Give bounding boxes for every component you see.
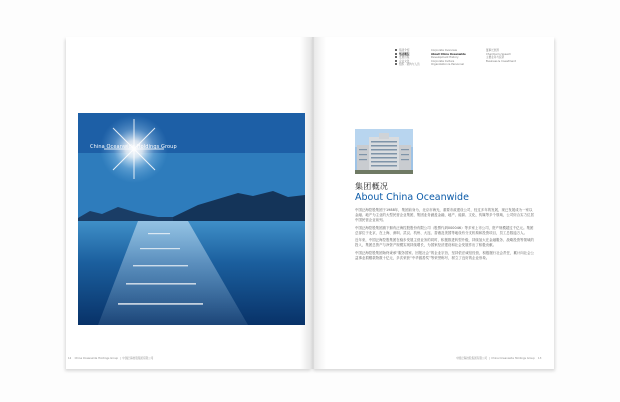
nav-item[interactable]: 集团介绍 bbox=[395, 49, 420, 53]
nav-item[interactable]: Corporate Culture bbox=[431, 59, 455, 63]
nav-item[interactable]: Organization & Personnel bbox=[431, 63, 464, 67]
left-footer-zh: 中国泛海控股集团有限公司 bbox=[122, 357, 154, 360]
right-page bbox=[312, 37, 554, 369]
nav-item[interactable]: 企业文化 bbox=[395, 60, 420, 64]
nav-column-3 bbox=[486, 49, 516, 63]
nav-item[interactable]: Development History bbox=[431, 56, 459, 60]
paragraph: 中国泛海控股集团于1988年，集团前身为，北京市海光，重要市政建设公司，经过多年的发展，现已发展成为一家以金融、地产为主业的大型民营企业集团，集团业务涵盖金融、地产、能源、文化、传媒等多个领域，公司综合实力位居中国民营企业前列。 bbox=[355, 208, 534, 222]
nav-item-active[interactable]: 集团概况 bbox=[395, 53, 420, 57]
headquarters-photo bbox=[355, 129, 413, 174]
paragraph: 中国泛海控股集团旗下拥有泛海控股股份有限公司（股票代码000046）等多家上市公司，资产规模超过千亿元。集团总部位于北京，在上海、深圳、武汉、杭州、大连、香港及美国等地设有分支机构和投资项目，员工总数逾万人。 bbox=[355, 225, 534, 235]
paragraph: 近年来，中国泛海控股集团在稳步发展主营业务的同时，积极推进转型升级，持续加大在金融服务、战略投资等领域的投入，集团总资产与净资产规模实现持续增长，为国家经济建设和社会发展作出了积极贡献。 bbox=[355, 238, 534, 247]
left-footer-en: China Oceanwide Holdings Group bbox=[74, 357, 119, 360]
section-title-en: About China Oceanwide bbox=[355, 192, 469, 203]
nav-item[interactable]: Business & Investment bbox=[486, 59, 516, 63]
building-icon bbox=[355, 129, 413, 174]
nav-column-2 bbox=[431, 49, 466, 67]
left-footer: 12 China Oceanwide Holdings Group | 中国泛海控股集团有限公司 bbox=[68, 357, 154, 360]
nav-item[interactable]: 董事长致辞 bbox=[486, 49, 499, 52]
body-text bbox=[355, 208, 535, 263]
nav-item[interactable]: 发展历程 bbox=[395, 56, 420, 60]
photo-caption: China Oceanwide Holdings Group bbox=[90, 144, 177, 150]
nav-item[interactable]: Corporate Overview bbox=[431, 49, 458, 52]
left-footer-page: 12 bbox=[68, 357, 72, 360]
nav-item[interactable]: Chairman's Speech bbox=[486, 52, 511, 56]
right-footer-page: 13 bbox=[538, 357, 542, 360]
right-footer: 中国泛海控股集团有限公司 | China Oceanwide Holdings Group 13 bbox=[456, 357, 542, 360]
section-title-zh: 集团概况 bbox=[355, 182, 389, 191]
right-footer-zh: 中国泛海控股集团有限公司 bbox=[456, 357, 488, 360]
nav-item[interactable]: 组织 · 架构与人员 bbox=[395, 63, 420, 67]
nav-item[interactable]: 主要业务与投资 bbox=[486, 56, 505, 60]
nav-column-1 bbox=[395, 49, 420, 67]
paragraph: 中国泛海控股集团始终秉承“服务国家、回报社会”的企业宗旨，坚持依法诚信经营，积极履行社会责任，累计向社会公益事业捐赠款物数十亿元，多次荣获“中华慈善奖”等荣誉称号，树立了良好的企业形象。 bbox=[355, 250, 535, 260]
right-footer-en: China Oceanwide Holdings Group bbox=[491, 357, 535, 360]
nav-item-active[interactable]: About China Oceanwide bbox=[431, 52, 466, 56]
